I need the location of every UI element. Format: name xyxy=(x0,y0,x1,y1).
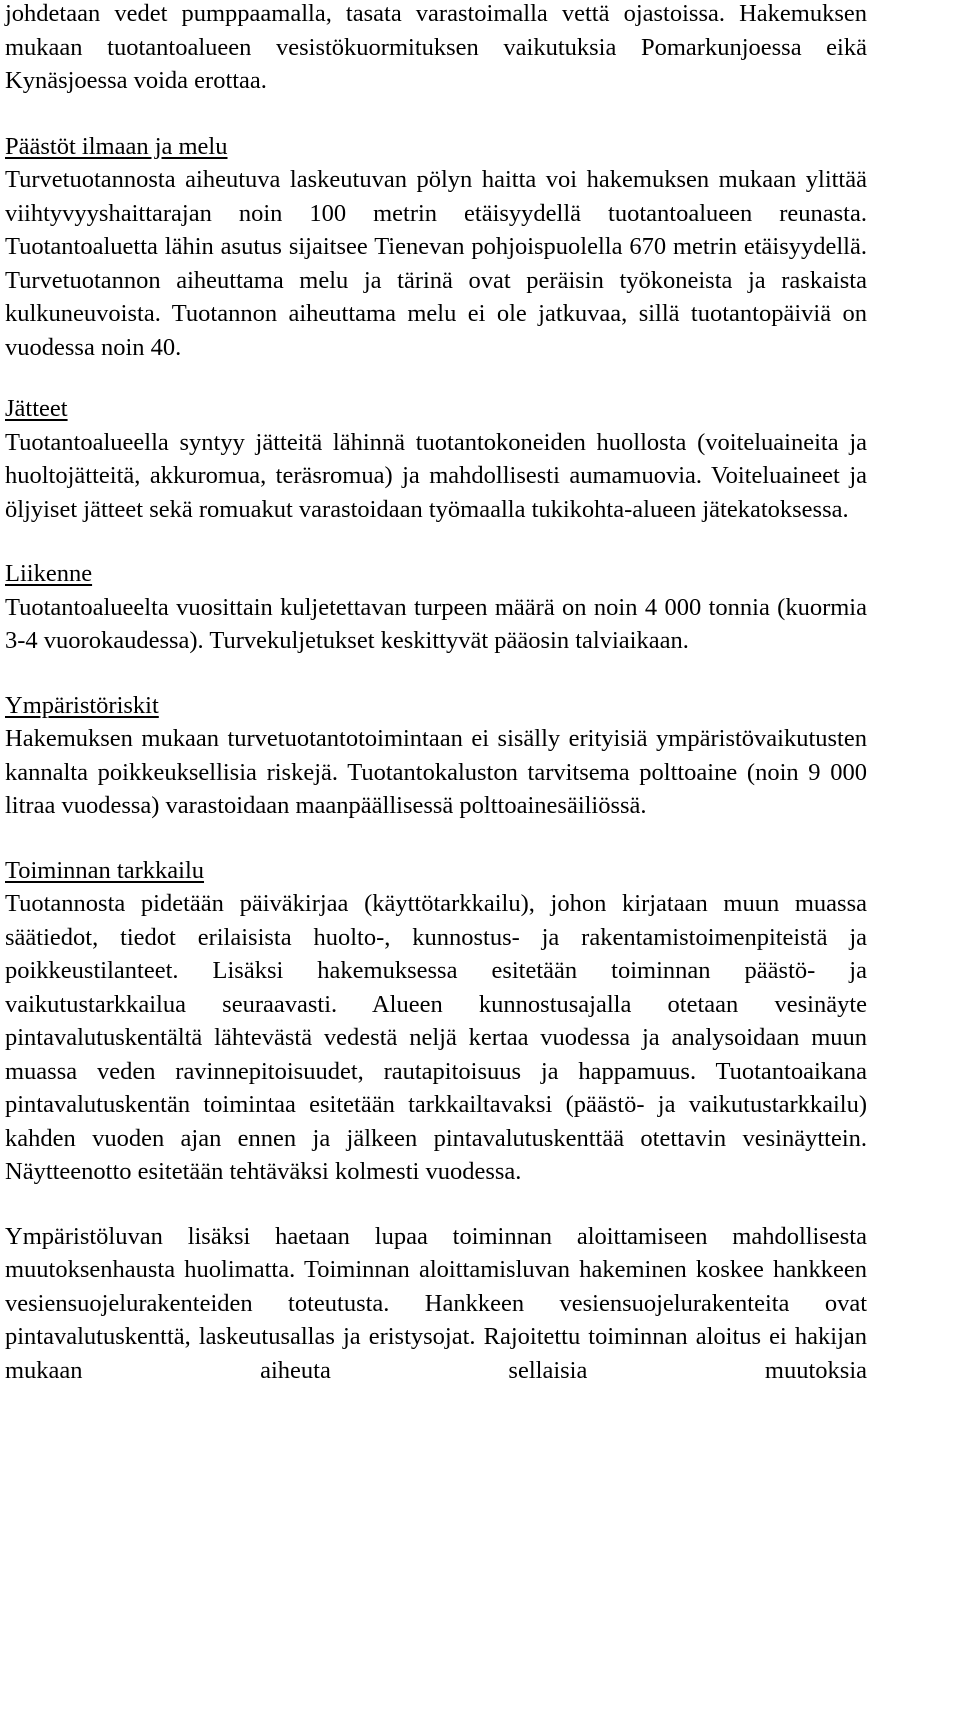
permit-paragraph: Ympäristöluvan lisäksi haetaan lupaa toiminnan aloittamiseen mahdollisesta muutoksenhausta huolimatta. Toiminnan aloittamisluvan hakeminen koskee hankkeen vesiensuojelurakenteiden toteutusta. Hankkeen vesiensuojelurakenteita ovat pintavalutuskenttä, laskeutusallas ja eristysojat. Rajoitettu toiminnan aloitus ei hakijan mukaan aiheuta sellaisia muutoksia xyxy=(5,1222,867,1384)
monitoring-paragraph: Tuotannosta pidetään päiväkirjaa (käyttötarkkailu), johon kirjataan muun muassa säätiedot, tiedot erilaisista huolto-, kunnostus- ja rakentamistoimenpiteistä ja poikkeustilanteet. Lisäksi hakemuksessa esitetään toiminnan päästö- ja vaikutustarkkailua seuraavasti. Alueen kunnostusajalla otetaan vesinäyte pintavalutuskentältä lähtevästä vedestä neljä kertaa vuodessa ja analysoidaan muun muassa veden ravinnepitoisuudet, rautapitoisuus ja happamuus. Tuotantoaikana pintavalutuskentän toimintaa esitetään tarkkailtavaksi (päästö- ja vaikutustarkkailu) kahden vuoden ajan ennen ja jälkeen pintavalutuskenttää otettavin vesinäyttein. Näytteenotto esitetään tehtäväksi kolmesti vuodessa. xyxy=(5,890,867,1185)
waste-paragraph: Tuotantoalueella syntyy jätteitä lähinnä tuotantokoneiden huollosta (voiteluaineita ja huoltojätteitä, akkuromua, teräsromua) ja mahdollisesti aumamuovia. Voiteluaineet ja öljyiset jätteet sekä romuakut varastoidaan työmaalla tukikohta-alueen jätekatoksessa. xyxy=(5,428,867,523)
intro-paragraph: johdetaan vedet pumppaamalla, tasata varastoimalla vettä ojastoissa. Hakemuksen mukaan tuotantoalueen vesistökuormituksen vaikutuksia Pomarkunjoessa eikä Kynäsjoessa voida erottaa. xyxy=(5,0,867,94)
section-emissions xyxy=(5,130,867,365)
section-permit xyxy=(5,1220,867,1388)
monitoring-heading: Toiminnan tarkkailu xyxy=(5,856,205,884)
emissions-heading: Päästöt ilmaan ja melu xyxy=(5,132,228,160)
section-traffic xyxy=(5,557,867,658)
emissions-paragraph: Turvetuotannosta aiheutuva laskeutuvan pölyn haitta voi hakemuksen mukaan ylittää viihtyvyyshaittarajan noin 100 metrin etäisyydellä tuotantoalueen reunasta. Tuotantoaluetta lähin asutus sijaitsee Tienevan pohjoispuolella 670 metrin etäisyydellä. Turvetuotannon aiheuttama melu ja tärinä ovat peräisin työkoneista ja raskaista kulkuneuvoista. Tuotannon aiheuttama melu ei ole jatkuvaa, sillä tuotantopäiviä on vuodessa noin 40. xyxy=(5,166,867,361)
section-monitoring xyxy=(5,854,867,1189)
waste-heading: Jätteet xyxy=(5,395,68,422)
document-page xyxy=(5,0,867,1387)
section-risks xyxy=(5,689,867,823)
traffic-heading: Liikenne xyxy=(5,560,93,587)
risks-heading: Ympäristöriskit xyxy=(5,691,159,719)
traffic-paragraph: Tuotantoalueelta vuosittain kuljetettavan turpeen määrä on noin 4 000 tonnia (kuormia 3-4 vuorokaudessa). Turvekuljetukset keskittyvät pääosin talviaikaan. xyxy=(5,593,867,654)
risks-paragraph: Hakemuksen mukaan turvetuotantotoimintaan ei sisälly erityisiä ympäristövaikutusten kannalta poikkeuksellisia riskejä. Tuotantokaluston tarvitsema polttoaine (noin 9 000 litraa vuodessa) varastoidaan maanpäällisessä polttoainesäiliössä. xyxy=(5,725,867,819)
section-waste xyxy=(5,392,867,526)
